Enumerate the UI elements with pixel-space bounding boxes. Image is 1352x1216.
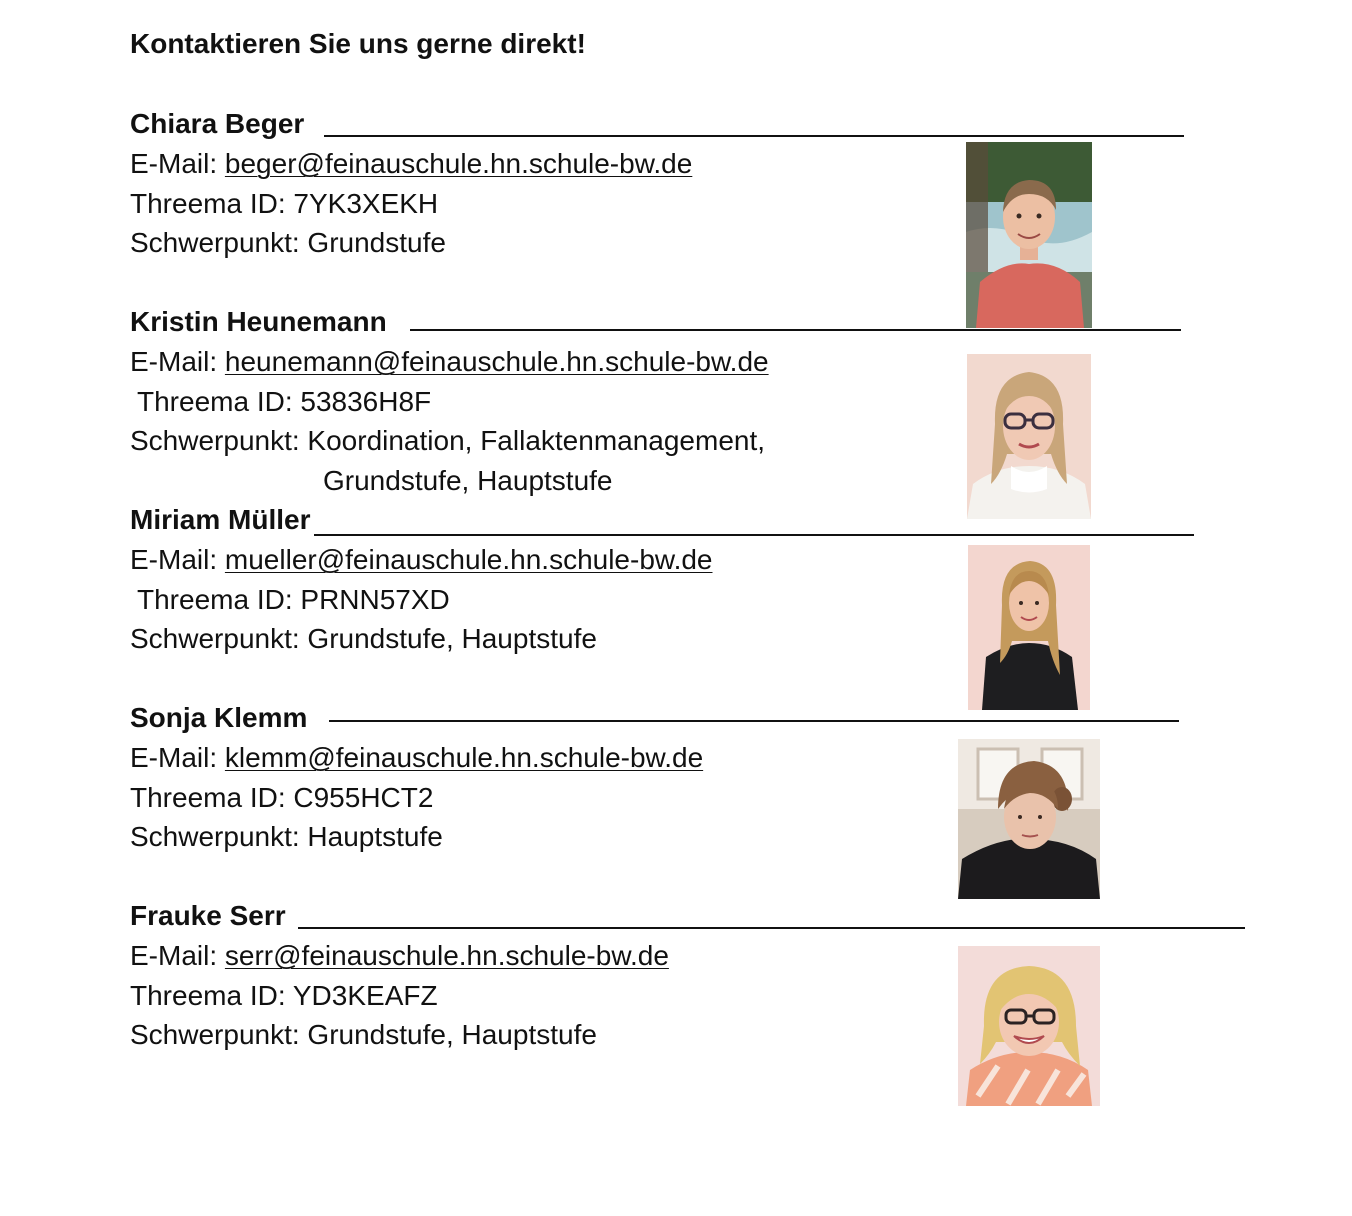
focus-label: Schwerpunkt: xyxy=(130,425,308,456)
focus-value: Grundstufe, Hauptstufe xyxy=(307,623,597,654)
contact-chiara-beger xyxy=(130,104,1352,263)
focus-value: Grundstufe xyxy=(307,227,446,258)
photo-kristin-heunemann xyxy=(967,354,1091,519)
email-label: E-Mail: xyxy=(130,742,225,773)
focus-value: Hauptstufe xyxy=(307,821,443,852)
threema-line xyxy=(130,382,1352,422)
threema-line xyxy=(130,778,1352,818)
threema-id: PRNN57XD xyxy=(300,583,450,615)
threema-label: Threema ID: xyxy=(130,781,294,813)
name-underline-rule xyxy=(324,135,1184,137)
email-link[interactable]: heunemann@feinauschule.hn.schule-bw.de xyxy=(224,346,769,377)
contact-name: Chiara Beger xyxy=(130,108,305,139)
name-underline-rule xyxy=(410,329,1181,331)
focus-continuation: Grundstufe, Hauptstufe xyxy=(323,464,613,496)
focus-label: Schwerpunkt: xyxy=(130,227,308,258)
contact-name: Miriam Müller xyxy=(130,504,311,535)
focus-line xyxy=(130,817,1352,857)
email-line xyxy=(130,738,1352,778)
email-label: E-Mail: xyxy=(130,940,225,971)
email-label: E-Mail: xyxy=(130,544,225,575)
threema-label: Threema ID: xyxy=(137,583,301,615)
threema-id: 7YK3XEKH xyxy=(293,187,439,219)
focus-value: Koordination, Fallaktenmanagement, xyxy=(307,425,766,456)
contact-name: Kristin Heunemann xyxy=(130,306,387,337)
contact-miriam-mueller xyxy=(130,500,1352,659)
threema-label: Threema ID: xyxy=(130,979,293,1011)
threema-line xyxy=(130,976,1352,1016)
email-link[interactable]: serr@feinauschule.hn.schule-bw.de xyxy=(224,940,669,971)
focus-label: Schwerpunkt: xyxy=(130,623,308,654)
threema-label: Threema ID: xyxy=(137,385,301,417)
email-line xyxy=(130,144,1352,184)
threema-id: C955HCT2 xyxy=(293,781,434,813)
page-heading: Kontaktieren Sie uns gerne direkt! xyxy=(130,28,586,59)
email-link[interactable]: mueller@feinauschule.hn.schule-bw.de xyxy=(224,544,713,575)
email-line xyxy=(130,936,1352,976)
focus-label: Schwerpunkt: xyxy=(130,821,308,852)
email-link[interactable]: beger@feinauschule.hn.schule-bw.de xyxy=(224,148,693,179)
focus-value: Grundstufe, Hauptstufe xyxy=(307,1019,597,1050)
photo-miriam-mueller xyxy=(968,545,1090,710)
focus-line xyxy=(130,223,1352,263)
photo-chiara-beger xyxy=(966,142,1092,328)
contact-sonja-klemm xyxy=(130,698,1352,857)
threema-line xyxy=(130,580,1352,620)
focus-line xyxy=(130,421,1352,461)
contact-frauke-serr xyxy=(130,896,1352,1055)
threema-label: Threema ID: xyxy=(130,187,294,219)
email-link[interactable]: klemm@feinauschule.hn.schule-bw.de xyxy=(224,742,704,773)
contact-name: Frauke Serr xyxy=(130,900,286,931)
threema-id: 53836H8F xyxy=(300,385,432,417)
photo-sonja-klemm xyxy=(958,739,1100,899)
name-underline-rule xyxy=(329,720,1179,722)
threema-id: YD3KEAFZ xyxy=(292,979,438,1011)
email-line xyxy=(130,540,1352,580)
email-label: E-Mail: xyxy=(130,346,225,377)
focus-line xyxy=(130,1015,1352,1055)
name-underline-rule xyxy=(314,534,1194,536)
photo-frauke-serr xyxy=(958,946,1100,1106)
name-underline-rule xyxy=(298,927,1245,929)
email-line xyxy=(130,342,1352,382)
email-label: E-Mail: xyxy=(130,148,225,179)
contact-kristin-heunemann xyxy=(130,302,1352,500)
focus-label: Schwerpunkt: xyxy=(130,1019,308,1050)
threema-line xyxy=(130,184,1352,224)
focus-line xyxy=(130,619,1352,659)
contact-name: Sonja Klemm xyxy=(130,702,308,733)
